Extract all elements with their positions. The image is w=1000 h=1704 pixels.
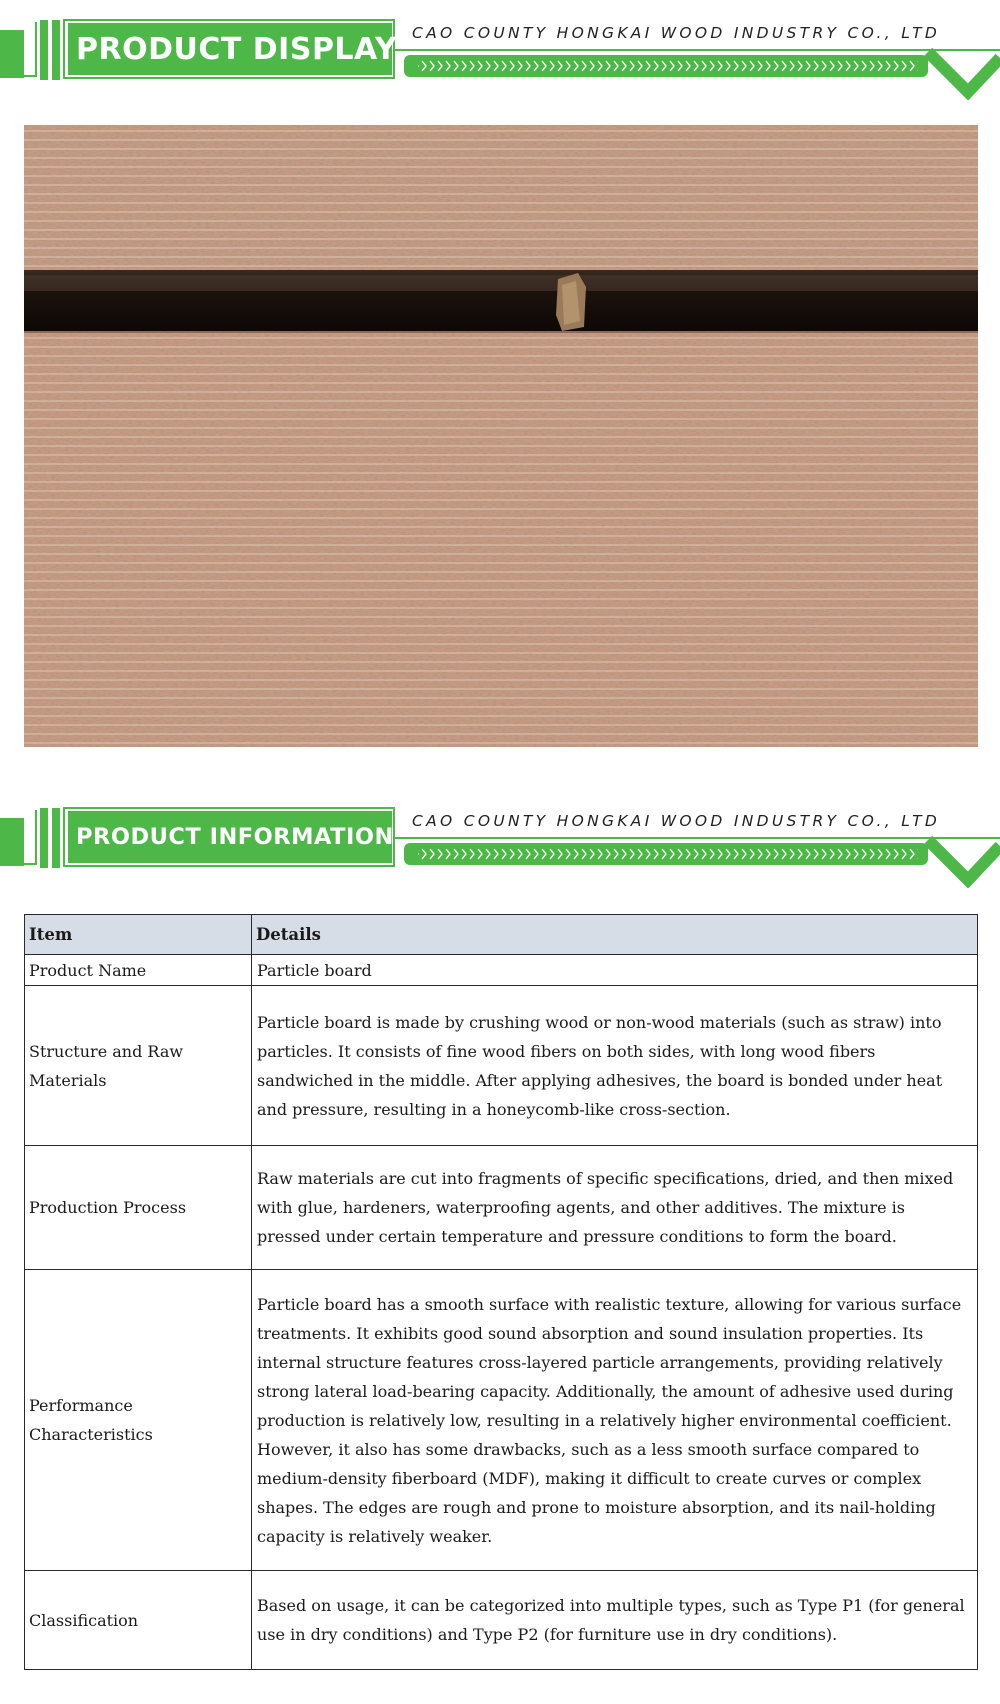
company-name: CAO COUNTY HONGKAI WOOD INDUSTRY CO., LTD — [412, 24, 941, 42]
company-name: CAO COUNTY HONGKAI WOOD INDUSTRY CO., LTD — [412, 812, 941, 830]
chevron-arrows-icon — [404, 843, 928, 865]
row-item: Structure and Raw Materials — [25, 986, 252, 1146]
chevron-arrows-icon — [404, 55, 928, 77]
table-row — [25, 1571, 978, 1670]
product-info-table — [24, 914, 978, 1670]
table-row — [25, 955, 978, 986]
header-details: Details — [252, 915, 978, 955]
row-item: Product Name — [25, 955, 252, 986]
row-details: Particle board — [252, 955, 978, 986]
table-row — [25, 986, 978, 1146]
row-item: Classification — [25, 1571, 252, 1670]
product-information-title: PRODUCT INFORMATION — [68, 811, 392, 863]
row-details: Particle board has a smooth surface with realistic texture, allowing for various surface treatments. It exhibits good sound absorption and sound insulation properties. Its internal structure features cross-layered particle arrangements, providing relatively strong lateral load-bearing capacity. Additionally, the amount of adhesive used during production is relatively low, resulting in a relatively higher environmental coefficient. However, it also has some drawbacks, such as a less smooth surface compared to medium-density fiberboard (MDF), making it difficult to create curves or complex shapes. The edges are rough and prone to moisture absorption, and its nail-holding capacity is relatively weaker. — [252, 1270, 978, 1571]
table-header-row — [25, 915, 978, 955]
row-item: Production Process — [25, 1146, 252, 1270]
row-details: Particle board is made by crushing wood or non-wood materials (such as straw) into particles. It consists of fine wood fibers on both sides, with long wood fibers sandwiched in the middle. After applying adhesives, the board is bonded under heat and pressure, resulting in a honeycomb-like cross-section. — [252, 986, 978, 1146]
row-details: Raw materials are cut into fragments of specific specifications, dried, and then mixed with glue, hardeners, waterproofing agents, and other additives. The mixture is pressed under certain temperature and pressure conditions to form the board. — [252, 1146, 978, 1270]
row-item: Performance Characteristics — [25, 1270, 252, 1571]
table-row — [25, 1146, 978, 1270]
product-display-title: PRODUCT DISPLAY — [68, 23, 392, 75]
product-information-banner — [0, 788, 1000, 888]
particle-board-image-icon — [24, 125, 978, 747]
particle-board-photo — [24, 125, 978, 747]
product-display-banner — [0, 0, 1000, 100]
header-item: Item — [25, 915, 252, 955]
table-row — [25, 1270, 978, 1571]
row-details: Based on usage, it can be categorized into multiple types, such as Type P1 (for general use in dry conditions) and Type P2 (for furniture use in dry conditions). — [252, 1571, 978, 1670]
